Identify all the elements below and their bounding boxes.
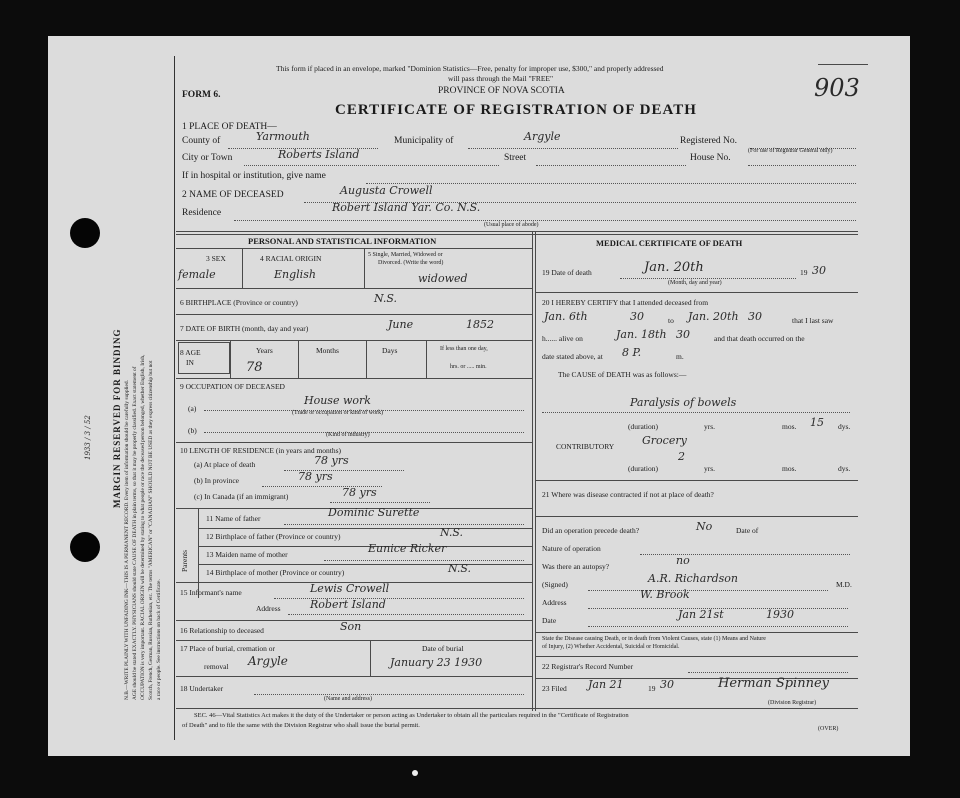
age-label: 8 AGE <box>180 348 201 357</box>
registered-label: Registered No. <box>680 136 737 146</box>
residence-note: (Usual place of abode) <box>484 222 539 228</box>
signed-year: 1930 <box>766 608 794 621</box>
date-death-year-prefix: 19 <box>800 268 808 277</box>
residence-length-label: 10 LENGTH OF RESIDENCE (in years and months) <box>180 446 342 455</box>
binding-margin <box>52 48 172 748</box>
informant-address: Robert Island <box>310 598 386 611</box>
county-value: Yarmouth <box>256 130 310 143</box>
in-canada-value: 78 yrs <box>342 486 377 499</box>
yrs-label: yrs. <box>704 422 716 431</box>
burial-place: Argyle <box>248 654 288 668</box>
at-place-value: 78 yrs <box>314 454 349 467</box>
alive-on: Jan. 18th <box>616 328 667 341</box>
mother-bp-value: N.S. <box>448 562 472 575</box>
violent-note-1: State the Disease causing Death, or in death from Violent Causes, state (1) Means and Nature <box>542 636 766 642</box>
date-stated-label: date stated above, at <box>542 352 603 361</box>
residence-label: Residence <box>182 208 222 218</box>
months-label: Months <box>316 346 339 355</box>
date-death-label: 19 Date of death <box>542 268 592 277</box>
city-label: City or Town <box>182 153 233 163</box>
signed-date: Jan 21st <box>678 608 724 621</box>
birthplace-value: N.S. <box>374 292 398 305</box>
envelope-note-2: will pass through the Mail "FREE" <box>448 74 554 83</box>
operation-label: Did an operation precede death? <box>542 526 640 535</box>
medical-heading: MEDICAL CERTIFICATE OF DEATH <box>596 238 743 248</box>
dob-label: 7 DATE OF BIRTH (month, day and year) <box>180 324 309 333</box>
undertaker-note: (Name and address) <box>324 696 372 702</box>
parents-label: Parents <box>180 549 189 572</box>
occupation-value: House work <box>304 394 371 407</box>
marital-label-2: Divorced. (Write the word) <box>378 260 444 266</box>
burial-date: January 23 1930 <box>390 656 483 669</box>
form-number: FORM 6. <box>182 90 221 100</box>
document-number: 903 <box>814 74 860 102</box>
m-label: m. <box>676 352 684 361</box>
filed-year: 30 <box>660 678 674 691</box>
hrs-label: hrs. or ..... min. <box>450 364 487 370</box>
date-death-value: Jan. 20th <box>644 260 704 275</box>
filed-date: Jan 21 <box>588 678 624 691</box>
attend-to-year: 30 <box>748 310 762 323</box>
mother-bp-label: 14 Birthplace of mother (Province or country) <box>206 568 345 577</box>
contributory-duration: 2 <box>678 450 685 463</box>
certificate-paper <box>48 36 910 756</box>
place-heading: 1 PLACE OF DEATH— <box>182 122 277 132</box>
occupation-label: 9 OCCUPATION OF DECEASED <box>180 382 285 391</box>
dob-month: June <box>388 318 414 331</box>
at-place-label: (a) At place of death <box>194 460 256 469</box>
contributory-label: CONTRIBUTORY <box>556 442 615 451</box>
duration-label: (duration) <box>628 422 658 431</box>
filed-year-prefix: 19 <box>648 684 656 693</box>
margin-handwritten-note: 1933 / 3 / 52 <box>84 415 92 460</box>
margin-instruction-1: N.B.—WRITE PLAINLY WITH UNFADING INK—THIS IS A PERMANENT RECORD. Every item of information should be carefully supplied. <box>124 380 130 700</box>
racial-value: English <box>274 268 316 281</box>
in-canada-label: (c) In Canada (if an immigrant) <box>194 492 289 501</box>
autopsy-value: no <box>676 554 690 567</box>
signed-label: (Signed) <box>542 580 568 589</box>
less-label: If less than one day, <box>440 346 488 352</box>
over-label: (OVER) <box>818 726 839 732</box>
certify-label: 20 I HEREBY CERTIFY that I attended deceased from <box>542 298 709 307</box>
age-label-in: IN <box>186 358 194 367</box>
nature-label: Nature of operation <box>542 544 601 553</box>
to-label: to <box>668 316 674 325</box>
doctor-address: W. Brook <box>640 588 690 601</box>
informant-label: 15 Informant's name <box>180 588 242 597</box>
marital-value: widowed <box>418 272 468 285</box>
registered-note: (For use of Registrar General only) <box>748 148 833 154</box>
date-of-label: Date of <box>736 526 759 535</box>
informant-value: Lewis Crowell <box>310 582 390 595</box>
registrar-note: (Division Registrar) <box>768 700 817 706</box>
marital-label-1: 5 Single, Married, Widowed or <box>368 252 443 258</box>
father-label: 11 Name of father <box>206 514 261 523</box>
signed-value: A.R. Richardson <box>648 572 738 585</box>
in-province-value: 78 yrs <box>298 470 333 483</box>
contracted-label: 21 Where was disease contracted if not at place of death? <box>542 490 714 499</box>
alive-label: h...... alive on <box>542 334 583 343</box>
age-years: 78 <box>246 360 263 375</box>
edge-mark <box>412 770 418 776</box>
contributory-value: Grocery <box>642 434 687 447</box>
industry-note: (Kind of industry) <box>326 432 370 438</box>
sex-label: 3 SEX <box>206 254 226 263</box>
street-label: Street <box>504 153 527 163</box>
city-value: Roberts Island <box>278 148 360 161</box>
county-label: County of <box>182 136 221 146</box>
father-bp-value: N.S. <box>440 526 464 539</box>
alive-year: 30 <box>676 328 690 341</box>
doctor-address-label: Address <box>542 598 567 607</box>
municipality-value: Argyle <box>524 130 561 143</box>
registrar-signature: Herman Spinney <box>718 676 829 691</box>
name-label: 2 NAME OF DECEASED <box>182 190 284 200</box>
certificate-title: CERTIFICATE OF REGISTRATION OF DEATH <box>335 102 697 118</box>
personal-heading: PERSONAL AND STATISTICAL INFORMATION <box>248 236 437 246</box>
racial-label: 4 RACIAL ORIGIN <box>260 254 322 263</box>
father-value: Dominic Surette <box>328 506 420 519</box>
date-death-note: (Month, day and year) <box>668 280 722 286</box>
yrs-label-2: yrs. <box>704 464 716 473</box>
years-label: Years <box>256 346 273 355</box>
occupation-note: (Trade or occupation or kind of work) <box>292 410 384 416</box>
burial-label: 17 Place of burial, cremation or <box>180 644 275 653</box>
footer-line-1: SEC. 46—Vital Statistics Act makes it the duty of the Undertaker or person acting as Undertaker to obtain all the particulars required in the "Certificate of Registration <box>194 712 629 719</box>
attend-from: Jan. 6th <box>544 310 588 323</box>
margin-instruction-2: AGE should be stated EXACTLY. PHYSICIANS should state CAUSE OF DEATH in plain terms, so that it may be properly classified. Exact statement of <box>132 366 138 700</box>
birthplace-label: 6 BIRTHPLACE (Province or country) <box>180 298 298 307</box>
house-label: House No. <box>690 153 731 163</box>
violent-note-2: of Injury, (2) Whether Accidental, Suicidal or Homicidal. <box>542 644 680 650</box>
in-province-label: (b) In province <box>194 476 239 485</box>
footer-line-2: of Death" and to file the same with the Division Registrar who shall issue the burial permit. <box>182 722 420 729</box>
mos-label-2: mos. <box>782 464 797 473</box>
duration-label-2: (duration) <box>628 464 658 473</box>
removal-label: removal <box>204 662 229 671</box>
informant-address-label: Address <box>256 604 281 613</box>
mother-label: 13 Maiden name of mother <box>206 550 288 559</box>
date-burial-label: Date of burial <box>422 644 464 653</box>
dys-label: dys. <box>838 422 851 431</box>
dob-year: 1852 <box>466 318 494 331</box>
residence-value: Robert Island Yar. Co. N.S. <box>332 201 481 214</box>
filed-label: 23 Filed <box>542 684 567 693</box>
autopsy-label: Was there an autopsy? <box>542 562 610 571</box>
operation-value: No <box>696 520 713 533</box>
municipality-label: Municipality of <box>394 136 454 146</box>
margin-instruction-5: a race or people. See instructions on back of Certificate. <box>156 579 162 700</box>
occ-a: (a) <box>188 404 197 413</box>
margin-instruction-3: OCCUPATION is very important. RACIAL ORIGIN will be determined by stating to what people or race the deceased person belonged, whether English, Irish, <box>140 354 146 700</box>
sex-value: female <box>178 268 216 281</box>
cause-label: The CAUSE of DEATH was as follows:— <box>558 370 687 379</box>
margin-reserved-label: MARGIN RESERVED FOR BINDING <box>112 328 122 508</box>
signed-date-label: Date <box>542 616 557 625</box>
dys-label-2: dys. <box>838 464 851 473</box>
md-label: M.D. <box>836 580 852 589</box>
father-bp-label: 12 Birthplace of father (Province or country) <box>206 532 341 541</box>
relationship-value: Son <box>340 620 362 633</box>
deceased-name: Augusta Crowell <box>340 184 433 197</box>
mos-label: mos. <box>782 422 797 431</box>
attend-from-year: 30 <box>630 310 644 323</box>
last-saw-label: that I last saw <box>792 316 834 325</box>
margin-instruction-4: Scotch, French, German, Russian, Ruthenian, etc. The terms "AMERICAN" or "CANADIAN" SHOULD NOT BE USED as they express citizenship but not <box>148 360 154 700</box>
envelope-note: This form if placed in an envelope, marked "Dominion Statistics—Free, penalty for improper use, $300," and properly addressed <box>276 64 664 73</box>
cause-value: Paralysis of bowels <box>630 396 737 409</box>
days-label: Days <box>382 346 398 355</box>
mother-value: Eunice Ricker <box>368 542 447 555</box>
alive-label-2: and that death occurred on the <box>714 334 805 343</box>
time-value: 8 P. <box>622 346 642 359</box>
record-label: 22 Registrar's Record Number <box>542 662 634 671</box>
undertaker-label: 18 Undertaker <box>180 684 224 693</box>
cause-days: 15 <box>810 416 824 429</box>
date-death-year: 30 <box>812 264 826 277</box>
occ-b: (b) <box>188 426 197 435</box>
relationship-label: 16 Relationship to deceased <box>180 626 264 635</box>
province-title: PROVINCE OF NOVA SCOTIA <box>438 86 565 96</box>
hospital-label: If in hospital or institution, give name <box>182 171 326 181</box>
attend-to: Jan. 20th <box>688 310 739 323</box>
